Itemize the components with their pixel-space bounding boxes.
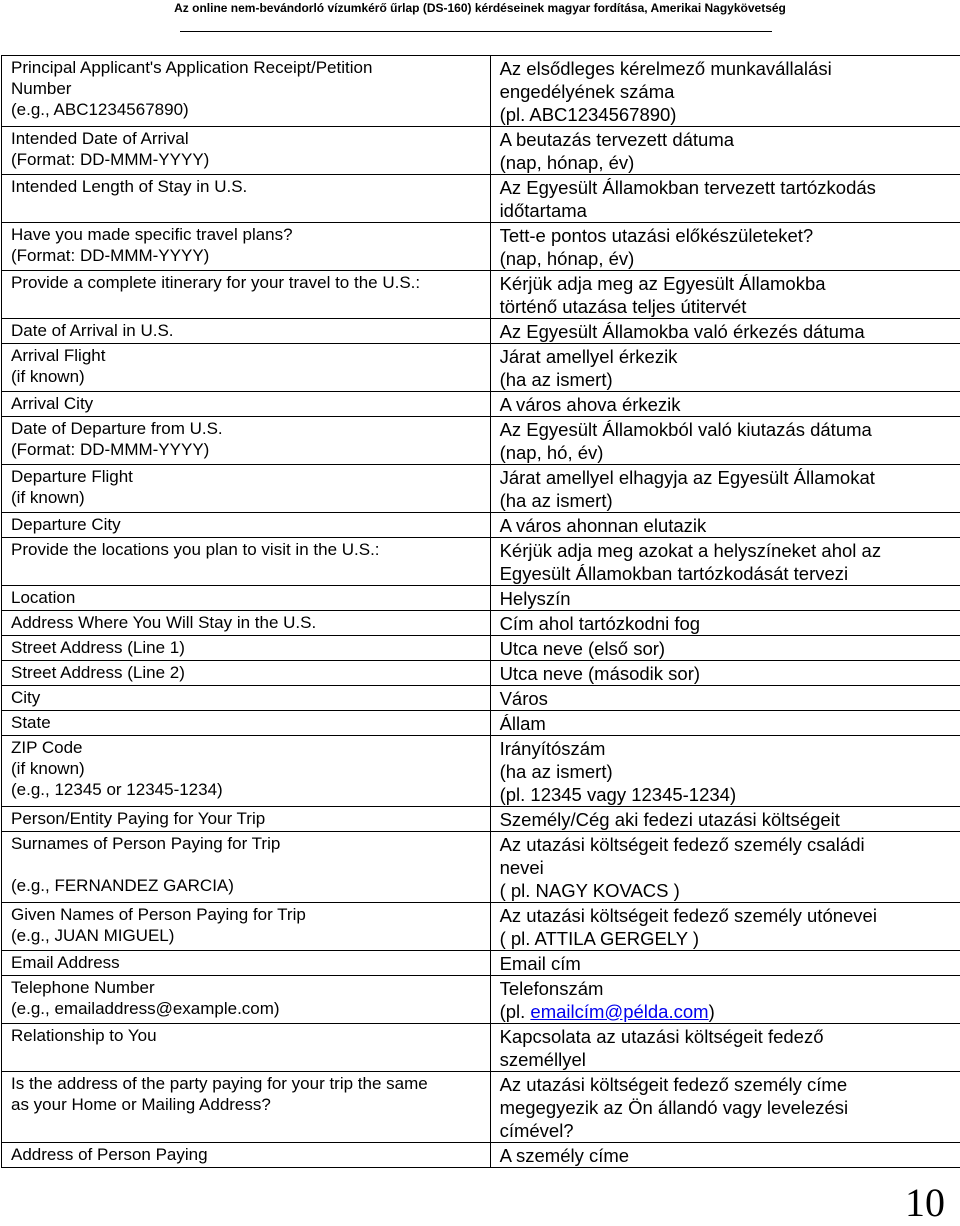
hungarian-line: Az utazási költségeit fedező személy utónevei: [500, 904, 960, 927]
hungarian-cell: [490, 538, 960, 586]
english-line: Have you made specific travel plans?: [11, 224, 490, 245]
table-row: [2, 1072, 960, 1143]
hungarian-line: (ha az ismert): [500, 368, 960, 391]
hungarian-line: Egyesült Államokban tartózkodását tervezi: [500, 562, 960, 585]
english-cell: [2, 661, 491, 686]
english-line: Number: [11, 78, 490, 99]
english-cell: [2, 127, 491, 175]
hungarian-line: A személy címe: [500, 1144, 960, 1167]
hungarian-line: Tett-e pontos utazási előkészületeket?: [500, 224, 960, 247]
hungarian-line: Cím ahol tartózkodni fog: [500, 612, 960, 635]
english-line: (if known): [11, 487, 490, 508]
hungarian-cell: [490, 223, 960, 271]
table-row: [2, 417, 960, 465]
hungarian-cell: [490, 513, 960, 538]
hungarian-cell: [490, 807, 960, 832]
english-line: Street Address (Line 1): [11, 637, 490, 658]
hungarian-cell: [490, 586, 960, 611]
hungarian-line: ( pl. NAGY KOVACS ): [500, 879, 960, 902]
hungarian-line: Az Egyesült Államokba való érkezés dátuma: [500, 320, 960, 343]
hungarian-line: Az utazási költségeit fedező személy címe: [500, 1073, 960, 1096]
english-line: (Format: DD-MMM-YYYY): [11, 245, 490, 266]
table-row: [2, 832, 960, 903]
table-row: [2, 1143, 960, 1168]
english-line: Street Address (Line 2): [11, 662, 490, 683]
page-number: 10: [905, 1180, 945, 1226]
hungarian-line: személlyel: [500, 1048, 960, 1071]
english-cell: [2, 538, 491, 586]
table-row: [2, 538, 960, 586]
hungarian-cell: [490, 832, 960, 903]
table-row: [2, 319, 960, 344]
hungarian-line: időtartama: [500, 199, 960, 222]
english-line: Telephone Number: [11, 977, 490, 998]
table-row: [2, 636, 960, 661]
table-row: [2, 1024, 960, 1072]
english-line: Principal Applicant's Application Receipt/Petition: [11, 57, 490, 78]
hungarian-example-line: [500, 1000, 960, 1023]
english-line: Address of Person Paying: [11, 1144, 490, 1165]
english-line: Surnames of Person Paying for Trip: [11, 833, 490, 854]
english-cell: [2, 951, 491, 976]
hungarian-line: megegyezik az Ön állandó vagy levelezési: [500, 1096, 960, 1119]
english-line: as your Home or Mailing Address?: [11, 1094, 490, 1115]
table-row: [2, 175, 960, 223]
translation-table-body: [2, 56, 960, 1168]
table-row: [2, 513, 960, 538]
english-line: Departure Flight: [11, 466, 490, 487]
english-line: Date of Arrival in U.S.: [11, 320, 490, 341]
hungarian-cell: [490, 711, 960, 736]
table-row: [2, 56, 960, 127]
english-line: (e.g., JUAN MIGUEL): [11, 925, 490, 946]
hungarian-cell: [490, 1072, 960, 1143]
english-cell: [2, 175, 491, 223]
english-line: (e.g., ABC1234567890): [11, 99, 490, 120]
hungarian-cell: [490, 611, 960, 636]
hungarian-line: Személy/Cég aki fedezi utazási költségeit: [500, 808, 960, 831]
hungarian-line: nevei: [500, 856, 960, 879]
hungarian-line: történő utazása teljes útitervét: [500, 295, 960, 318]
english-line: Relationship to You: [11, 1025, 490, 1046]
english-cell: [2, 513, 491, 538]
english-line: (Format: DD-MMM-YYYY): [11, 439, 490, 460]
table-row: [2, 127, 960, 175]
hungarian-line: Az Egyesült Államokban tervezett tartózkodás: [500, 176, 960, 199]
hungarian-line: Email cím: [500, 952, 960, 975]
english-line: Provide the locations you plan to visit in the U.S.:: [11, 539, 490, 560]
hungarian-line: (pl. 12345 vagy 12345-1234): [500, 783, 960, 806]
hungarian-cell: [490, 465, 960, 513]
hungarian-line: A város ahonnan elutazik: [500, 514, 960, 537]
hungarian-line: Város: [500, 687, 960, 710]
english-cell: [2, 223, 491, 271]
hungarian-cell: [490, 686, 960, 711]
hungarian-cell: [490, 1143, 960, 1168]
english-line: ZIP Code: [11, 737, 490, 758]
english-line: State: [11, 712, 490, 733]
hungarian-cell: [490, 417, 960, 465]
english-line: Intended Length of Stay in U.S.: [11, 176, 490, 197]
english-line: (Format: DD-MMM-YYYY): [11, 149, 490, 170]
english-cell: [2, 344, 491, 392]
english-cell: [2, 736, 491, 807]
table-row: [2, 711, 960, 736]
hungarian-line: Az Egyesült Államokból való kiutazás dátuma: [500, 418, 960, 441]
hungarian-line: Helyszín: [500, 587, 960, 610]
english-line: Is the address of the party paying for your trip the same: [11, 1073, 490, 1094]
hungarian-line: (pl. ABC1234567890): [500, 103, 960, 126]
hungarian-cell: [490, 271, 960, 319]
english-cell: [2, 1024, 491, 1072]
hungarian-line: Járat amellyel elhagyja az Egyesült Államokat: [500, 466, 960, 489]
english-line: (e.g., FERNANDEZ GARCIA): [11, 875, 490, 896]
table-row: [2, 686, 960, 711]
english-line: Address Where You Will Stay in the U.S.: [11, 612, 490, 633]
hungarian-line: ( pl. ATTILA GERGELY ): [500, 927, 960, 950]
english-cell: [2, 271, 491, 319]
hungarian-line: engedélyének száma: [500, 80, 960, 103]
table-row: [2, 736, 960, 807]
hungarian-cell: [490, 319, 960, 344]
hungarian-line: Utca neve (első sor): [500, 637, 960, 660]
english-line: [11, 854, 490, 875]
table-row: [2, 586, 960, 611]
english-cell: [2, 611, 491, 636]
hungarian-cell: [490, 951, 960, 976]
table-row: [2, 903, 960, 951]
hungarian-line: A város ahova érkezik: [500, 393, 960, 416]
english-line: Date of Departure from U.S.: [11, 418, 490, 439]
hungarian-line: (ha az ismert): [500, 760, 960, 783]
english-line: Given Names of Person Paying for Trip: [11, 904, 490, 925]
english-cell: [2, 711, 491, 736]
table-row: [2, 807, 960, 832]
english-line: Provide a complete itinerary for your travel to the U.S.:: [11, 272, 490, 293]
hungarian-line: Kérjük adja meg azokat a helyszíneket ahol az: [500, 539, 960, 562]
translation-table: [1, 55, 960, 1168]
hungarian-line: Telefonszám: [500, 977, 960, 1000]
english-cell: [2, 807, 491, 832]
english-line: (if known): [11, 758, 490, 779]
hungarian-cell: [490, 736, 960, 807]
hungarian-cell: [490, 175, 960, 223]
hungarian-line: (ha az ismert): [500, 489, 960, 512]
hungarian-cell: [490, 1024, 960, 1072]
header-title: Az online nem-bevándorló vízumkérő űrlap (DS-160) kérdéseinek magyar fordítása, Amerikai Nagykövetség: [0, 1, 960, 15]
hungarian-cell: [490, 127, 960, 175]
english-cell: [2, 392, 491, 417]
hungarian-line: A beutazás tervezett dátuma: [500, 128, 960, 151]
table-row: [2, 611, 960, 636]
english-cell: [2, 636, 491, 661]
hungarian-line: (nap, hó, év): [500, 441, 960, 464]
table-row: [2, 976, 960, 1024]
hungarian-cell: [490, 392, 960, 417]
english-cell: [2, 832, 491, 903]
hungarian-line: Utca neve (második sor): [500, 662, 960, 685]
hungarian-line: (nap, hónap, év): [500, 247, 960, 270]
english-line: (e.g., 12345 or 12345-1234): [11, 779, 490, 800]
header-rule: [180, 31, 772, 32]
hungarian-cell: [490, 56, 960, 127]
table-row: [2, 951, 960, 976]
hungarian-line: Állam: [500, 712, 960, 735]
english-line: Email Address: [11, 952, 490, 973]
table-row: [2, 344, 960, 392]
hungarian-line: Kérjük adja meg az Egyesült Államokba: [500, 272, 960, 295]
example-prefix: (pl.: [500, 1001, 531, 1022]
table-row: [2, 223, 960, 271]
example-suffix: ): [709, 1001, 715, 1022]
english-cell: [2, 1143, 491, 1168]
hungarian-cell: [490, 976, 960, 1024]
english-cell: [2, 976, 491, 1024]
table-row: [2, 661, 960, 686]
english-cell: [2, 586, 491, 611]
english-line: Departure City: [11, 514, 490, 535]
hungarian-line: Kapcsolata az utazási költségeit fedező: [500, 1025, 960, 1048]
english-line: Location: [11, 587, 490, 608]
english-cell: [2, 1072, 491, 1143]
english-cell: [2, 417, 491, 465]
hungarian-cell: [490, 903, 960, 951]
hungarian-cell: [490, 636, 960, 661]
english-cell: [2, 56, 491, 127]
hungarian-cell: [490, 344, 960, 392]
english-line: Intended Date of Arrival: [11, 128, 490, 149]
english-line: Arrival Flight: [11, 345, 490, 366]
english-cell: [2, 686, 491, 711]
english-line: Person/Entity Paying for Your Trip: [11, 808, 490, 829]
english-line: City: [11, 687, 490, 708]
table-row: [2, 271, 960, 319]
hungarian-line: Az utazási költségeit fedező személy családi: [500, 833, 960, 856]
hungarian-line: Irányítószám: [500, 737, 960, 760]
table-row: [2, 465, 960, 513]
english-line: (if known): [11, 366, 490, 387]
english-cell: [2, 319, 491, 344]
hungarian-line: Az elsődleges kérelmező munkavállalási: [500, 57, 960, 80]
english-line: Arrival City: [11, 393, 490, 414]
page-header: [0, 0, 960, 48]
example-email-link[interactable]: emailcím@példa.com: [530, 1001, 708, 1022]
hungarian-line: Járat amellyel érkezik: [500, 345, 960, 368]
english-cell: [2, 903, 491, 951]
english-cell: [2, 465, 491, 513]
hungarian-cell: [490, 661, 960, 686]
hungarian-line: címével?: [500, 1119, 960, 1142]
table-row: [2, 392, 960, 417]
english-line: (e.g., emailaddress@example.com): [11, 998, 490, 1019]
hungarian-line: (nap, hónap, év): [500, 151, 960, 174]
